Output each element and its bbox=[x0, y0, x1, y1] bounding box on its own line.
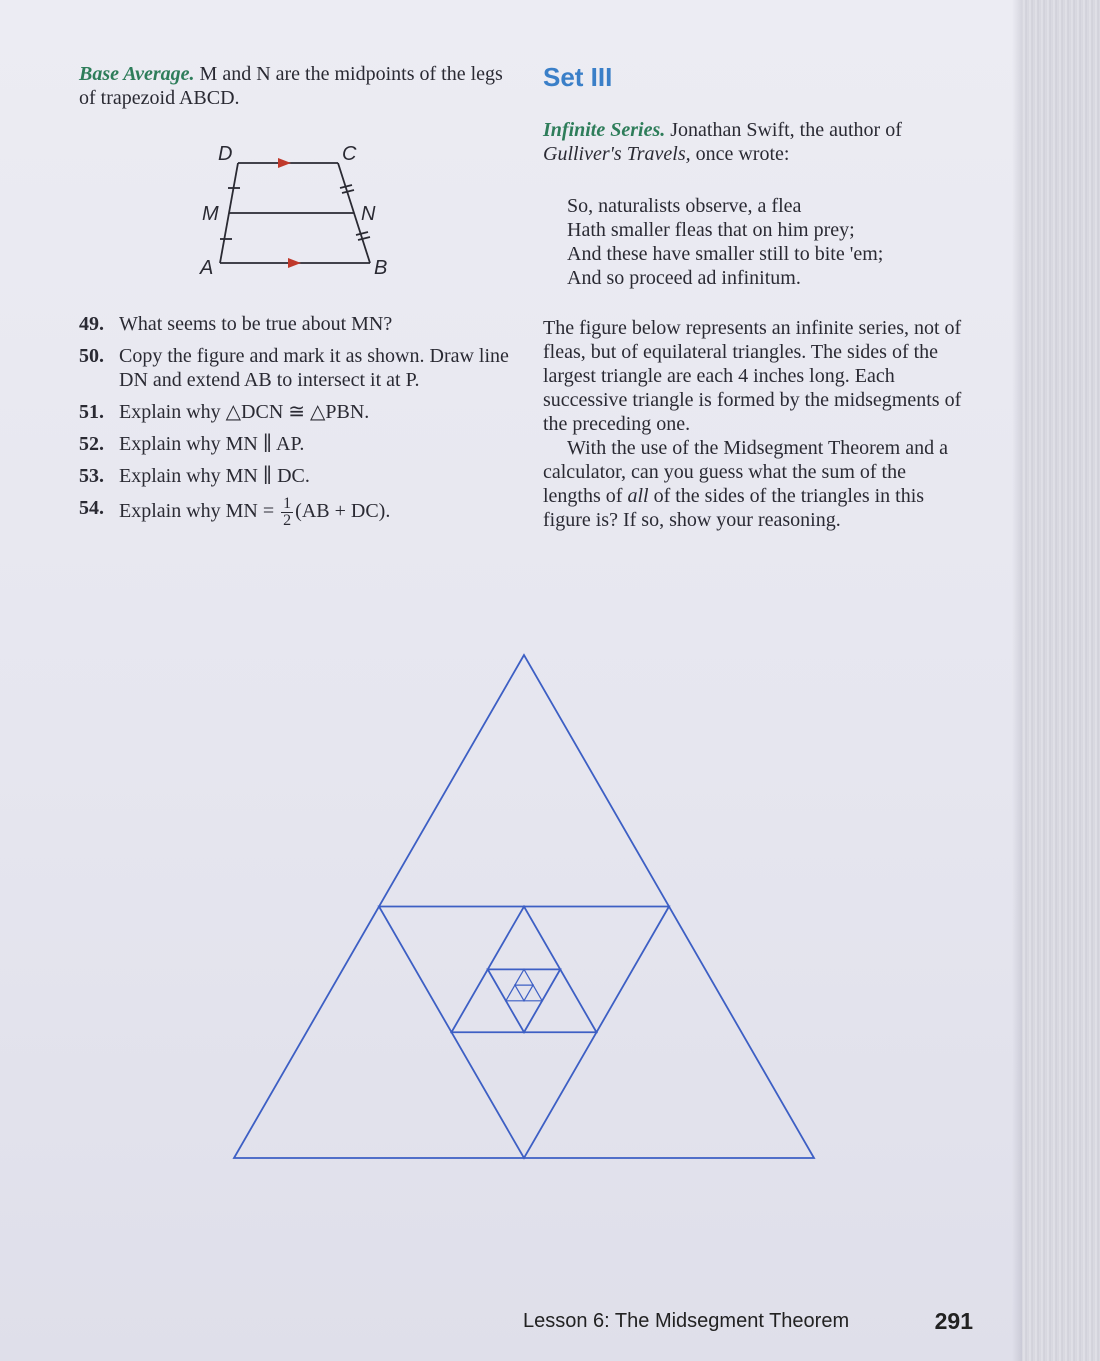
exercise-item: 51. Explain why △DCN ≅ △PBN. bbox=[79, 401, 370, 423]
page-number: 291 bbox=[934, 1308, 973, 1334]
label-c: C bbox=[342, 143, 357, 165]
nested-triangles-figure bbox=[220, 645, 830, 1170]
poem-line: And so proceed ad infinitum. bbox=[567, 267, 801, 289]
triangle-level-6 bbox=[515, 985, 533, 1001]
book-title: Gulliver's Travels, bbox=[543, 143, 691, 165]
poem-line: And these have smaller still to bite 'em; bbox=[567, 243, 884, 265]
swift-poem bbox=[567, 194, 968, 290]
base-average-text: M and N are the midpoints of the legs of trapezoid ABCD. bbox=[79, 63, 503, 109]
exercise-item: 50. Copy the figure and mark it as shown. Draw line DN and extend AB to intersect it at P. bbox=[79, 345, 509, 391]
exercise-item: 49. What seems to be true about MN? bbox=[79, 313, 393, 335]
label-n: N bbox=[361, 203, 376, 225]
infinite-series-intro: Infinite Series. Jonathan Swift, the author of Gulliver's Travels, once wrote: bbox=[543, 119, 902, 165]
footer-lesson-title: Lesson 6: The Midsegment Theorem bbox=[523, 1310, 850, 1332]
page-stack-edge bbox=[1022, 0, 1100, 1361]
label-a: A bbox=[200, 257, 214, 279]
label-d: D bbox=[218, 143, 233, 165]
poem-line: So, naturalists observe, a flea bbox=[567, 195, 802, 217]
poem-line: Hath smaller fleas that on him prey; bbox=[567, 219, 855, 241]
base-average-lead: Base Average. bbox=[79, 63, 195, 85]
question-paragraph: With the use of the Midsegment Theorem and a calculator, can you guess what the sum of the lengths of all of the sides of the triangles in this figure is? If so, show your reasoning. bbox=[543, 437, 948, 531]
left-column bbox=[79, 62, 509, 110]
base-average-intro bbox=[79, 62, 509, 110]
exercise-item: 53. Explain why MN ∥ DC. bbox=[79, 465, 310, 487]
infinite-series-lead: Infinite Series. bbox=[543, 119, 666, 141]
trapezoid-figure bbox=[190, 138, 410, 288]
right-column bbox=[543, 62, 968, 532]
exercise-list bbox=[79, 312, 519, 537]
set-title: Set III bbox=[543, 62, 613, 92]
exercise-item: 52. Explain why MN ∥ AP. bbox=[79, 433, 305, 455]
exercise-item-54: 54. Explain why MN = $\frac{1}{2}$ (AB + DC). bbox=[79, 495, 391, 529]
label-b: B bbox=[374, 257, 388, 279]
fraction-one-half: $\frac{1}{2}$ bbox=[283, 495, 292, 529]
figure-description: The figure below represents an infinite series, not of fleas, but of equilateral triangles. The sides of the largest triangle are each 4 inches long. Each successive triangle is formed by the midsegments of the preceding one. bbox=[543, 317, 962, 435]
emphasis-all: all bbox=[627, 485, 649, 507]
label-m: M bbox=[202, 203, 219, 225]
